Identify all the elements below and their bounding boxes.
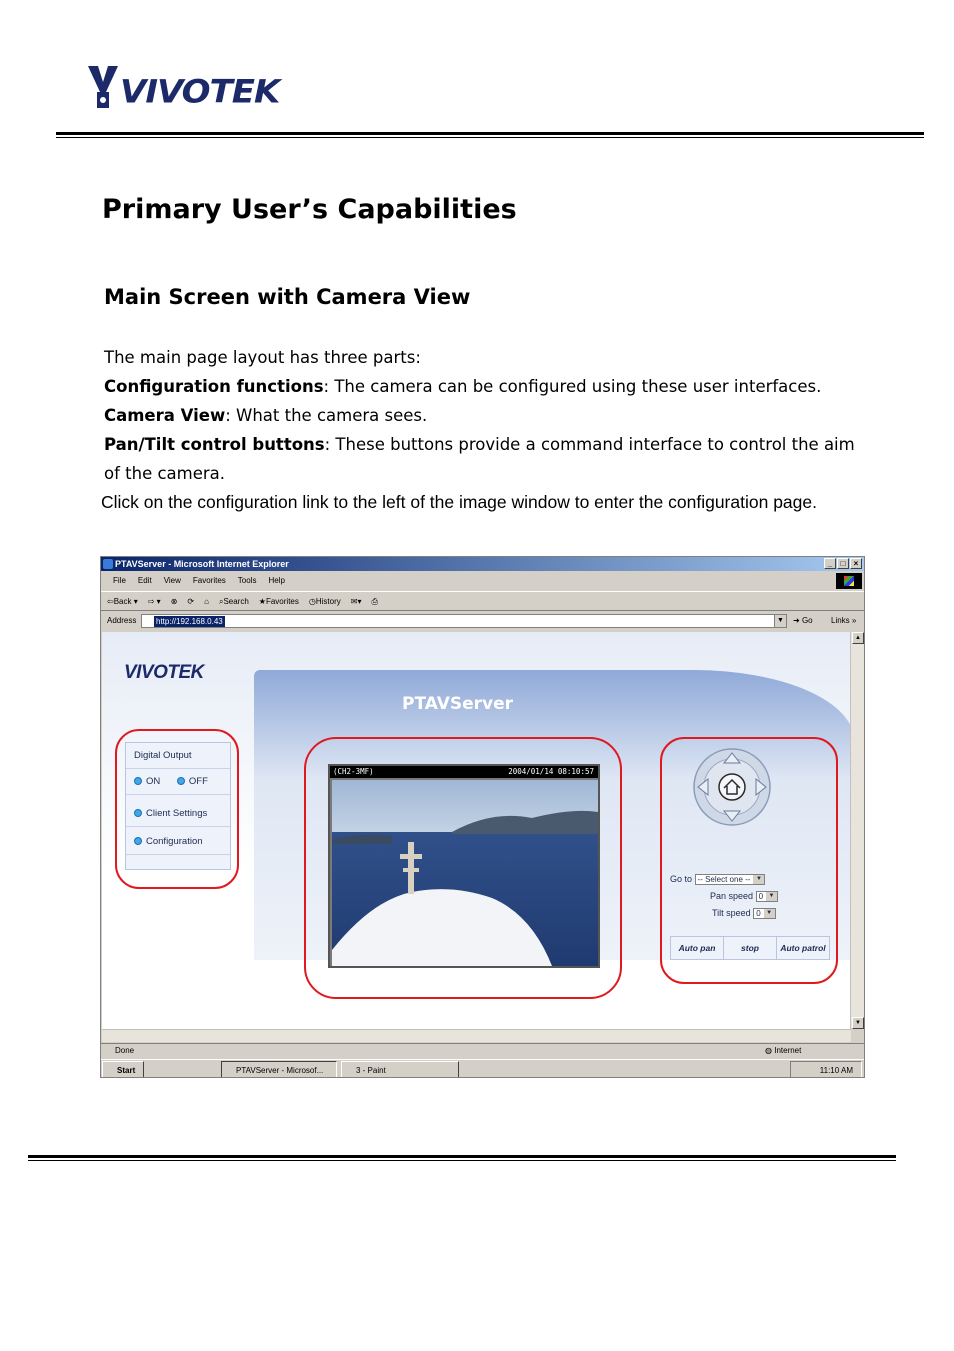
- highlight-config-ring: [115, 729, 239, 889]
- intro-term: Camera View: [104, 406, 226, 425]
- search-button[interactable]: [219, 592, 249, 610]
- pan-speed-label: Pan speed: [710, 891, 754, 901]
- home-icon[interactable]: ⌂: [204, 597, 209, 606]
- vivotek-logo: [86, 62, 296, 112]
- vertical-scrollbar[interactable]: [850, 632, 864, 1029]
- horizontal-scrollbar[interactable]: [102, 1029, 851, 1042]
- pan-speed-select[interactable]: 0 ▼: [756, 891, 778, 902]
- on-label: ON: [146, 776, 161, 787]
- search-label: Search: [223, 597, 249, 606]
- client-settings-label: Client Settings: [146, 808, 208, 819]
- browser-viewport: [102, 632, 851, 1029]
- taskbar-item-paint[interactable]: 3 - Paint: [341, 1061, 459, 1078]
- intro-item: [104, 430, 874, 488]
- zone-label: Internet: [774, 1046, 802, 1055]
- maximize-button[interactable]: □: [837, 558, 849, 569]
- links-label: Links: [831, 616, 850, 625]
- goto-select[interactable]: -- Select one -- ▼: [695, 874, 766, 885]
- intro-lead: The main page layout has three parts:: [104, 348, 421, 367]
- back-arrow-icon: ⇦: [107, 597, 114, 606]
- menu-view[interactable]: View: [163, 576, 181, 585]
- minimize-button[interactable]: _: [824, 558, 836, 569]
- tilt-speed-label: Tilt speed: [712, 908, 751, 918]
- intro-desc: : These buttons provide a command interface to control the aim of the camera.: [104, 435, 855, 483]
- brand-name: VIVOTEK: [120, 73, 280, 111]
- tilt-speed-select[interactable]: 0 ▼: [753, 908, 775, 919]
- forward-button[interactable]: ⇨ ▾: [147, 597, 161, 606]
- links-button[interactable]: Links »: [831, 616, 857, 625]
- footer-divider: [28, 1155, 896, 1161]
- intro-desc: : What the camera sees.: [225, 406, 428, 425]
- address-input[interactable]: [141, 614, 787, 628]
- vivotek-logo-mark-icon: [86, 62, 120, 110]
- configuration-note: Click on the configuration link to the left of the image window to enter the configuration page.: [101, 492, 817, 512]
- window-title: PTAVServer - Microsoft Internet Explorer: [115, 559, 289, 569]
- go-button[interactable]: ➜ Go: [793, 616, 813, 625]
- web-logo: VIVOTEK: [124, 662, 204, 683]
- close-button[interactable]: ×: [850, 558, 862, 569]
- highlight-camera-ring: [304, 737, 622, 999]
- intro-item: [104, 372, 874, 401]
- history-icon: ◷: [308, 597, 316, 606]
- menu-bar: [101, 572, 864, 590]
- camera-timestamp: 2004/01/14 08:10:57: [508, 767, 594, 776]
- go-label: Go: [801, 616, 813, 625]
- status-bar: [101, 1043, 864, 1057]
- digital-output-text: Digital Output: [134, 750, 192, 761]
- back-button[interactable]: ⇦Back ▾: [107, 597, 138, 606]
- address-label: Address: [107, 616, 137, 625]
- menu-favorites[interactable]: Favorites: [192, 576, 226, 585]
- address-bar: [101, 611, 864, 631]
- taskbar-item-ptavserver[interactable]: PTAVServer - Microsof...: [221, 1061, 337, 1078]
- search-icon: ⌕: [218, 597, 224, 606]
- menu-file[interactable]: File: [113, 576, 126, 585]
- auto-patrol-button[interactable]: Auto patrol: [780, 943, 826, 953]
- goto-label: Go to: [670, 874, 693, 884]
- browser-toolbar: [101, 591, 864, 611]
- star-icon: ★: [258, 597, 266, 606]
- highlight-ptz-ring: [660, 737, 838, 984]
- status-text: Done: [115, 1046, 135, 1055]
- favorites-label: Favorites: [265, 597, 299, 606]
- address-url: http://192.168.0.43: [156, 617, 223, 626]
- scroll-down-icon[interactable]: ▼: [852, 1017, 864, 1029]
- configuration-label: Configuration: [146, 836, 203, 847]
- scroll-up-icon[interactable]: ▲: [852, 632, 864, 644]
- refresh-icon[interactable]: ⟳: [187, 597, 195, 606]
- intro-paragraph: [104, 343, 874, 488]
- page-title: Primary User’s Capabilities: [102, 194, 517, 225]
- stop-button[interactable]: stop: [724, 937, 777, 959]
- history-button[interactable]: [309, 592, 341, 610]
- intro-term: Configuration functions: [104, 377, 324, 396]
- browser-screenshot: [100, 556, 865, 1078]
- intro-term: Pan/Tilt control buttons: [104, 435, 325, 454]
- history-label: History: [315, 597, 341, 606]
- camera-label: (CH2-3MF): [333, 767, 374, 776]
- intro-desc: : The camera can be configured using these user interfaces.: [323, 377, 822, 396]
- auto-pan-button[interactable]: Auto pan: [671, 937, 724, 959]
- print-icon[interactable]: ⎙: [371, 597, 378, 606]
- zone-indicator: [765, 1044, 801, 1058]
- favorites-button[interactable]: [259, 592, 299, 610]
- system-clock: 11:10 AM: [790, 1061, 862, 1078]
- ie-icon: [103, 559, 113, 569]
- menu-help[interactable]: Help: [268, 576, 285, 585]
- back-label: Back: [113, 597, 132, 606]
- menu-tools[interactable]: Tools: [237, 576, 257, 585]
- window-titlebar: [101, 557, 864, 571]
- windows-taskbar: [101, 1059, 864, 1078]
- globe-icon: ◍: [765, 1046, 772, 1055]
- off-label: OFF: [188, 776, 208, 787]
- intro-item: [104, 401, 874, 430]
- menu-edit[interactable]: Edit: [137, 576, 152, 585]
- stop-icon[interactable]: ⊗: [170, 597, 178, 606]
- start-button[interactable]: Start: [102, 1061, 144, 1078]
- chevron-down-icon[interactable]: ▼: [774, 615, 786, 627]
- mail-icon[interactable]: ✉▾: [350, 597, 362, 606]
- section-title: Main Screen with Camera View: [104, 285, 471, 309]
- header-divider: [56, 132, 924, 138]
- windows-logo-icon: [836, 573, 862, 589]
- banner-title: PTAVServer: [402, 694, 514, 714]
